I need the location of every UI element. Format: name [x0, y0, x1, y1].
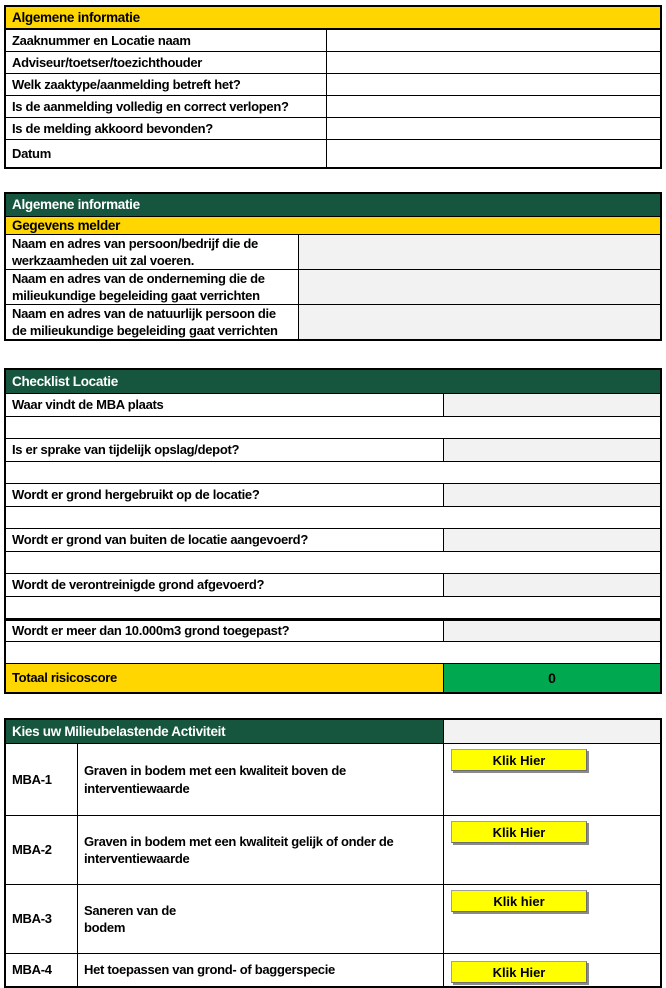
table-row: [6, 29, 660, 51]
spacer-row: [6, 596, 660, 618]
table-row: [6, 234, 660, 269]
gegevens-melder-subheader: Gegevens melder: [6, 217, 660, 234]
checklist-table: [4, 368, 662, 694]
mba-description: Graven in bodem met een kwaliteit gelijk of onder de interventiewaarde: [77, 816, 443, 884]
checklist-section-header: Checklist Locatie: [6, 370, 660, 393]
checklist-question-row: [6, 618, 660, 641]
spacer-row: [6, 641, 660, 663]
row-label: Naam en adres van de natuurlijk persoon die de milieukundige begeleiding gaat verrichten: [12, 305, 278, 338]
checklist-question-row: [6, 573, 660, 596]
mba-table: [4, 718, 662, 988]
mba-header-spacer-cell: [443, 720, 660, 743]
question-label: Wordt de verontreinigde grond afgevoerd?: [12, 577, 265, 593]
checklist-question-row: [6, 483, 660, 506]
spacer-row: [6, 506, 660, 528]
general-info-table: [4, 5, 662, 169]
mba-code: MBA-2: [12, 842, 52, 858]
question-answer-cell[interactable]: [443, 621, 660, 641]
klik-hier-button-mba-3[interactable]: Klik hier: [451, 890, 587, 912]
mba-description: Het toepassen van grond- of baggerspecie: [77, 954, 443, 986]
klik-hier-button-mba-2[interactable]: Klik Hier: [451, 821, 587, 843]
table-row: [6, 95, 660, 117]
onderneming-value-cell[interactable]: [298, 270, 660, 304]
general-info-header: Algemene informatie: [6, 7, 660, 28]
table-row: [6, 73, 660, 95]
question-label: Wordt er grond van buiten de locatie aangevoerd?: [12, 532, 308, 548]
row-label: Welk zaaktype/aanmelding betreft het?: [12, 76, 241, 92]
table-row: [6, 269, 660, 304]
question-answer-cell[interactable]: [443, 529, 660, 551]
row-label: Is de melding akkoord bevonden?: [12, 120, 213, 136]
mba-code: MBA-3: [12, 911, 52, 927]
datum-value-cell[interactable]: [326, 140, 660, 167]
question-answer-cell[interactable]: [443, 484, 660, 506]
zaaktype-value-cell[interactable]: [326, 74, 660, 95]
mba-button-cell: [443, 744, 660, 815]
mba-button-cell: [443, 816, 660, 884]
table-row: [6, 139, 660, 167]
melding-akkoord-value-cell[interactable]: [326, 118, 660, 139]
table-row: [6, 51, 660, 73]
mba-row: [6, 815, 660, 884]
mba-row: [6, 953, 660, 986]
table-row: [6, 117, 660, 139]
mba-code: MBA-4: [12, 962, 52, 978]
mba-row: [6, 884, 660, 953]
row-label: Zaaknummer en Locatie naam: [12, 32, 191, 48]
question-label: Waar vindt de MBA plaats: [12, 397, 164, 413]
row-label: Adviseur/toetser/toezichthouder: [12, 54, 203, 70]
checklist-question-row: [6, 528, 660, 551]
row-label: Naam en adres van de onderneming die de milieukundige begeleiding gaat verrichten: [12, 270, 265, 303]
question-label: Wordt er grond hergebruikt op de locatie?: [12, 487, 260, 503]
natuurlijk-persoon-value-cell[interactable]: [298, 305, 660, 339]
mba-description: Saneren van de bodem: [77, 885, 443, 953]
adviseur-value-cell[interactable]: [326, 52, 660, 73]
checklist-question-row: [6, 393, 660, 416]
spacer-row: [6, 551, 660, 573]
total-score-row: [6, 663, 660, 692]
checklist-question-row: [6, 438, 660, 461]
spacer-row: [6, 416, 660, 438]
aanmelding-volledig-value-cell[interactable]: [326, 96, 660, 117]
question-answer-cell[interactable]: [443, 574, 660, 596]
table-row: [6, 304, 660, 339]
question-label: Wordt er meer dan 10.000m3 grond toegepast?: [12, 623, 290, 639]
melder-info-table: [4, 192, 662, 341]
row-label: Is de aanmelding volledig en correct verlopen?: [12, 98, 289, 114]
mba-section-header: Kies uw Milieubelastende Activiteit: [6, 720, 443, 743]
total-score-value-cell: 0: [443, 664, 660, 692]
row-label: Datum: [12, 145, 51, 161]
mba-code: MBA-1: [12, 771, 52, 787]
uitvoerder-value-cell[interactable]: [298, 235, 660, 269]
klik-hier-button-mba-4[interactable]: Klik Hier: [451, 961, 587, 983]
klik-hier-button-mba-1[interactable]: Klik Hier: [451, 749, 587, 771]
row-label: Naam en adres van persoon/bedrijf die de werkzaamheden uit zal voeren.: [12, 235, 258, 268]
spacer-row: [6, 461, 660, 483]
mba-button-cell: [443, 885, 660, 953]
mba-row: [6, 743, 660, 815]
question-label: Is er sprake van tijdelijk opslag/depot?: [12, 442, 240, 458]
mba-button-cell: [443, 954, 660, 986]
zaaknummer-value-cell[interactable]: [326, 30, 660, 51]
mba-description: Graven in bodem met een kwaliteit boven de interventiewaarde: [77, 744, 443, 815]
total-score-label: Totaal risicoscore: [6, 664, 443, 692]
melder-section-header: Algemene informatie: [6, 194, 660, 216]
question-answer-cell[interactable]: [443, 394, 660, 416]
question-answer-cell[interactable]: [443, 439, 660, 461]
